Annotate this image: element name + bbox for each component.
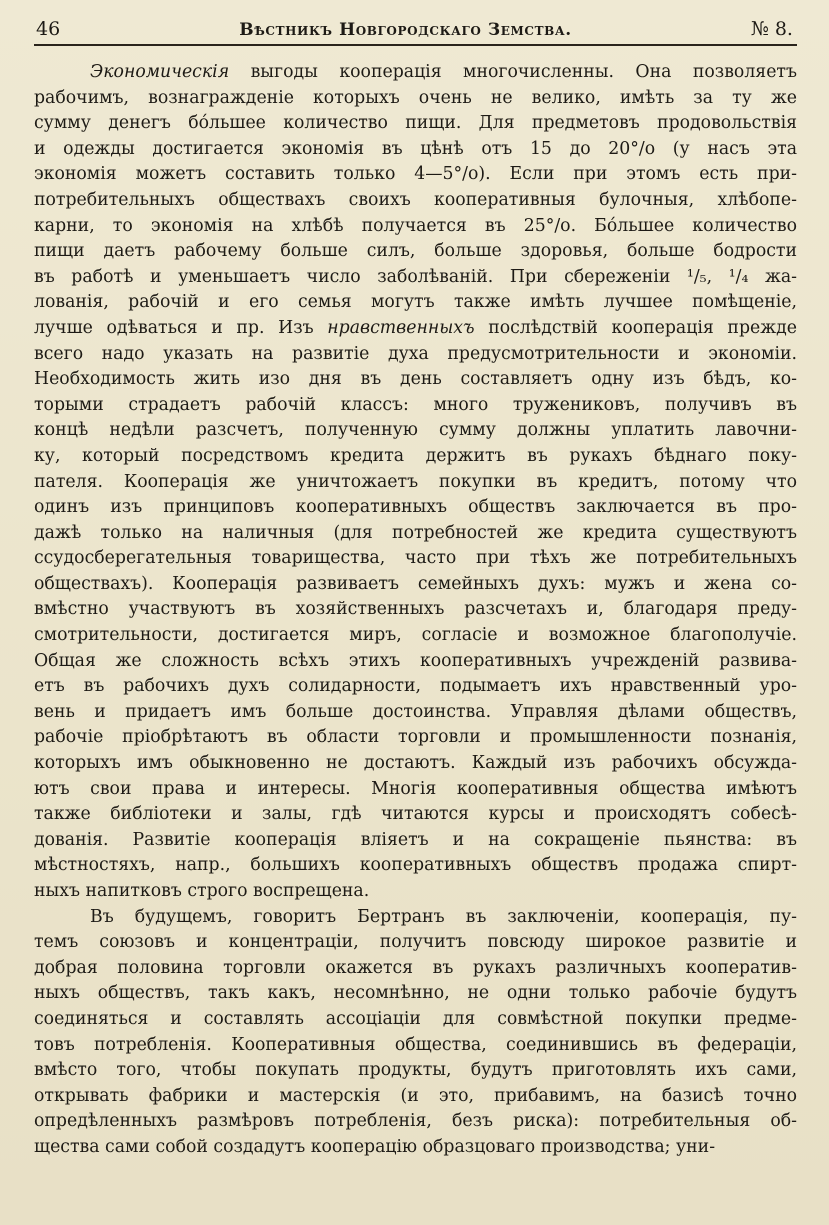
text-line: также библіотеки и залы, гдѣ читаются курсы и происходятъ собесѣ-	[34, 804, 797, 825]
text-line: ютъ свои права и интересы. Многія кооперативныя общества имѣютъ	[34, 778, 797, 799]
issue-number: № 8.	[750, 18, 793, 40]
text-line: открывать фабрики и мастерскія (и это, прибавимъ, на базисѣ точно	[34, 1085, 797, 1106]
text-line: пищи даетъ рабочему больше силъ, больше здоровья, больше бодрости	[34, 241, 797, 262]
journal-title: Вѣстникъ Новгородскаго Земства.	[239, 20, 572, 40]
text-line: Общая же сложность всѣхъ этихъ кооперативныхъ учрежденій развива-	[34, 650, 797, 671]
text-line: соединяться и составлять ассоціаціи для совмѣстной покупки предме-	[34, 1008, 797, 1029]
paragraph-future-outlook	[34, 905, 797, 1161]
text-line: пателя. Кооперація же уничтожаетъ покупки въ кредитъ, потому что	[34, 471, 797, 492]
text-line: одинъ изъ принциповъ кооперативныхъ обществъ заключается въ про-	[34, 497, 797, 518]
text-line: обществахъ). Кооперація развиваетъ семейныхъ духъ: мужъ и жена со-	[34, 573, 797, 594]
text-line: лованія, рабочій и его семья могутъ также имѣть лучшее помѣщеніе,	[34, 292, 797, 313]
page-header	[34, 18, 797, 46]
text-line	[34, 60, 797, 86]
text-line: ссудосберегательныя товарищества, часто при тѣхъ же потребительныхъ	[34, 548, 797, 569]
text-segment: лучше одѣваться и пр. Изъ	[34, 317, 328, 338]
text-line: всего надо указать на развитіе духа предусмотрительности и экономіи.	[34, 343, 797, 364]
text-line	[34, 316, 797, 342]
text-line: темъ союзовъ и концентраціи, получитъ повсюду широкое развитіе и	[34, 932, 797, 953]
text-line: вень и придаетъ имъ больше достоинства. Управляя дѣлами обществъ,	[34, 701, 797, 722]
text-line: вмѣсто того, чтобы покупать продукты, будутъ приготовлять ихъ сами,	[34, 1060, 797, 1081]
article-body	[34, 60, 797, 1161]
text-line: ныхъ напитковъ строго воспрещена.	[34, 881, 370, 901]
text-line: экономія можетъ составить только 4—5°/о). Если при этомъ есть при-	[34, 164, 797, 185]
text-line: карни, то экономія на хлѣбѣ получается въ 25°/о. Бóльшее количество	[34, 215, 797, 236]
text-line: мѣстностяхъ, напр., большихъ кооперативныхъ обществъ продажа спирт-	[34, 855, 797, 876]
text-line: рабочимъ, вознагражденіе которыхъ очень не велико, имѣть за ту же	[34, 87, 797, 108]
text-line: товъ потребленія. Кооперативныя общества, соединившись въ федераціи,	[34, 1034, 797, 1055]
text-line: ныхъ обществъ, такъ какъ, несомнѣнно, не одни только рабочіе будутъ	[34, 983, 797, 1004]
text-line: дованія. Развитіе кооперація вліяетъ и на сокращеніе пьянства: въ	[34, 829, 797, 850]
text-line: добрая половина торговли окажется въ рукахъ различныхъ кооператив-	[34, 957, 797, 978]
text-line: въ работѣ и уменьшаетъ число заболѣваній. При сбереженіи ¹/₅, ¹/₄ жа-	[34, 266, 797, 287]
text-segment: выгоды кооперація многочисленны. Она позволяетъ	[229, 62, 797, 82]
text-line: рабочіе пріобрѣтаютъ въ области торговли и промышленности познанія,	[34, 727, 797, 748]
text-line: потребительныхъ обществахъ своихъ кооперативныя булочныя, хлѣбопе-	[34, 189, 797, 210]
text-line: Въ будущемъ, говоритъ Бертранъ въ заключеніи, кооперація, пу-	[90, 906, 797, 927]
text-line: етъ въ рабочихъ духъ солидарности, подымаетъ ихъ нравственный уро-	[34, 676, 797, 697]
text-line: опредѣленныхъ размѣровъ потребленія, безъ риска): потребительныя об-	[34, 1111, 797, 1132]
text-line: щества сами собой создадутъ кооперацію образцоваго производства; уни-	[34, 1136, 716, 1157]
text-line: торыми страдаетъ рабочій классъ: много тружениковъ, получивъ въ	[34, 394, 797, 415]
text-line: и одежды достигается экономія въ цѣнѣ отъ 15 до 20°/о (у насъ эта	[34, 138, 797, 159]
text-line: сумму денегъ бóльшее количество пищи. Для предметовъ продовольствія	[34, 113, 797, 134]
text-line: смотрительности, достигается миръ, согласіе и возможное благополучіе.	[34, 625, 797, 646]
text-segment: послѣдствій кооперація прежде	[474, 317, 797, 338]
text-line: вмѣстно участвуютъ въ хозяйственныхъ разсчетахъ и, благодаря преду-	[34, 599, 797, 620]
text-segment: Экономическія	[90, 62, 230, 82]
text-line: дажѣ только на наличныя (для потребностей же кредита существуютъ	[34, 522, 797, 543]
paragraph-economic-benefits	[34, 60, 797, 905]
page-number: 46	[36, 18, 61, 40]
text-line: которыхъ имъ обыкновенно не достаютъ. Каждый изъ рабочихъ обсужда-	[34, 753, 797, 774]
text-segment: нравственныхъ	[327, 317, 475, 338]
text-line: ку, который посредствомъ кредита держитъ въ рукахъ бѣднаго поку-	[34, 445, 797, 466]
text-line: Необходимость жить изо дня въ день составляетъ одну изъ бѣдъ, ко-	[34, 369, 797, 390]
text-line: концѣ недѣли разсчетъ, полученную сумму должны уплатить лавочни-	[34, 420, 797, 441]
